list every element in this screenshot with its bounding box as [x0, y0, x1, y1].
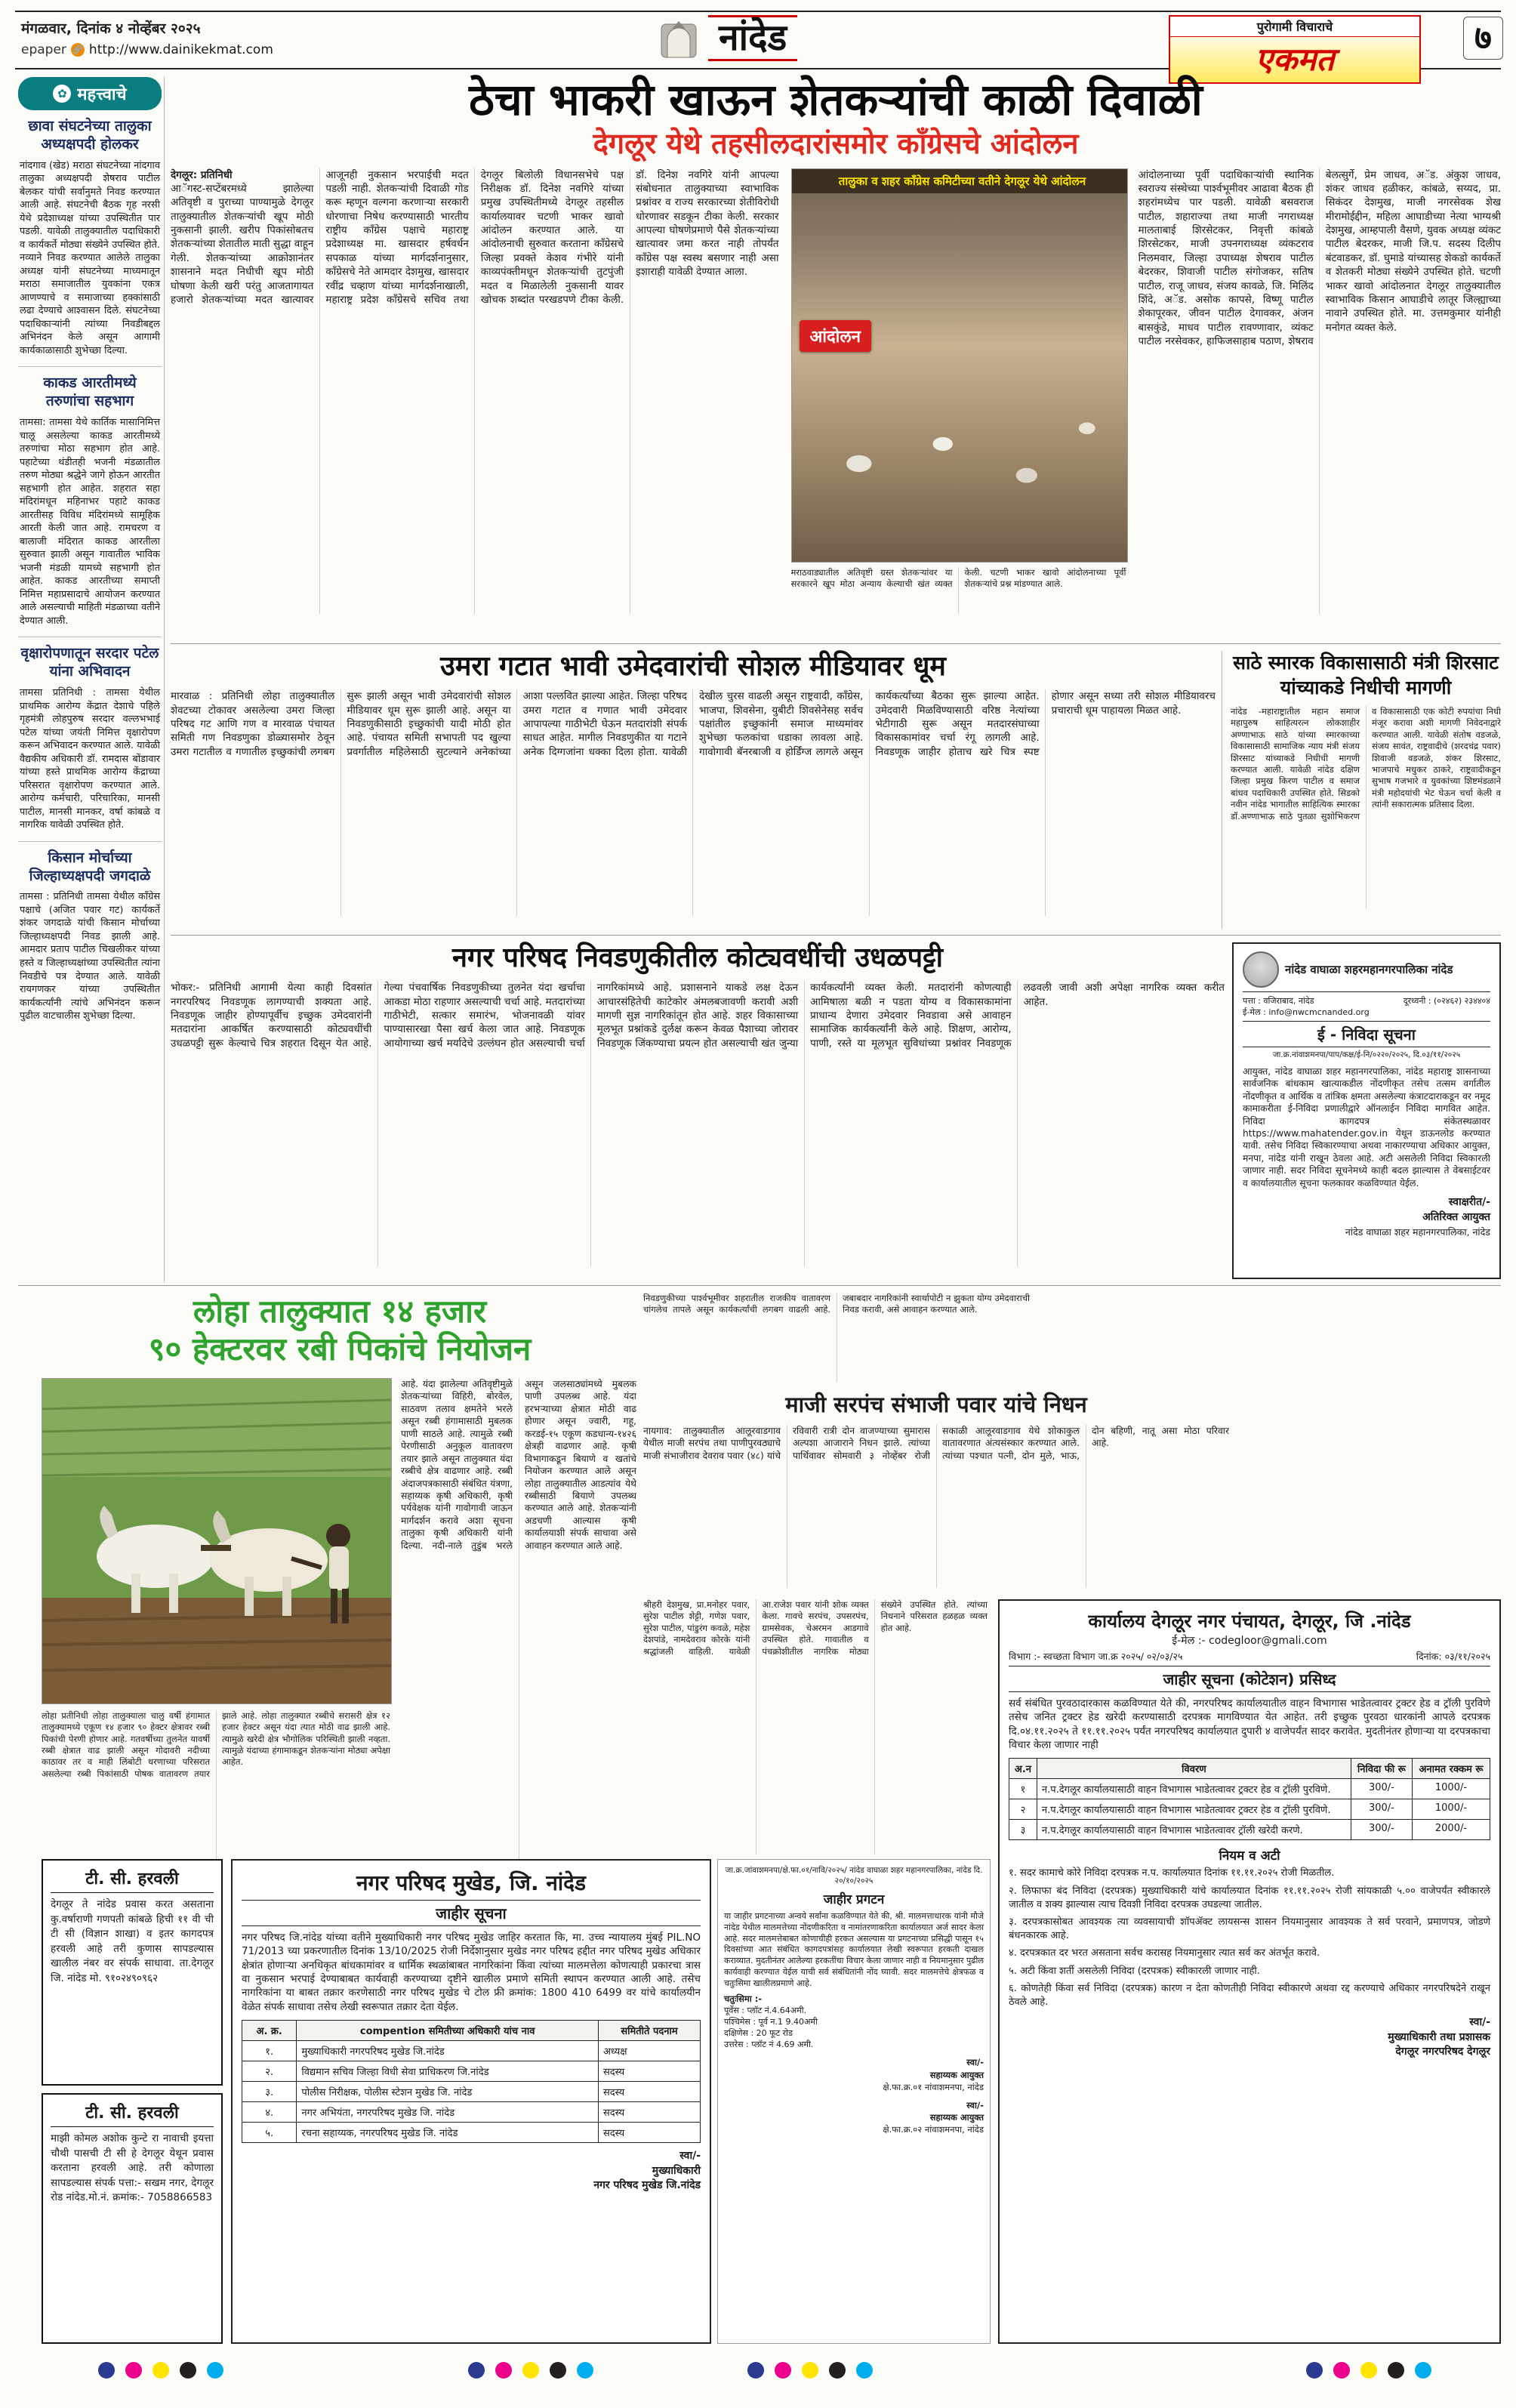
- registration-dot: [802, 2362, 818, 2379]
- cell-officer: मुख्याधिकारी नगरपरिषद मुखेड जि.नांदेड: [297, 2041, 599, 2061]
- sidebar-title: [18, 77, 162, 110]
- sidebar-title-label: महत्त्वाचे: [77, 85, 127, 104]
- registration-dot: [207, 2362, 223, 2379]
- protest-photo: [791, 168, 1128, 563]
- deglur-date: दिनांक: ०३/११/२०२५: [1416, 1651, 1490, 1662]
- cell-fee: 300/-: [1351, 1779, 1412, 1799]
- udhalpatti-headline: नगर परिषद निवडणुकीतील कोट्यवधींची उधळपट्टी: [452, 942, 943, 973]
- nwcmc-header: [1243, 951, 1490, 992]
- masthead-logo-icon: [657, 17, 701, 60]
- brand-box: [1169, 15, 1421, 84]
- registration-dot: [180, 2362, 196, 2379]
- dot-group: [1306, 2362, 1442, 2382]
- col-header: अ.न: [1009, 1759, 1037, 1779]
- masthead-title: नांदेड: [708, 15, 797, 61]
- cell-description: न.प.देगलूर कार्यालयासाठी वाहन विभागास भाडेतत्वावर ट्रक्टर हेड व ट्रॉली पुरविणे.: [1037, 1799, 1351, 1820]
- chatursima-east: पूर्वेस : प्लॉट नं.4.64अमी.: [724, 2006, 807, 2016]
- loha-body-block: [401, 1378, 636, 1926]
- chatursima-west: पश्चिमेस : पूर्व न.1 9.40अमी: [724, 2017, 818, 2027]
- sign-line: सहाय्यक आयुक्त: [929, 2069, 984, 2080]
- cell-fee: 300/-: [1351, 1799, 1412, 1820]
- nwcmc-contact: [1243, 995, 1490, 1007]
- section-rule: [171, 935, 1501, 936]
- brief-body: तामसा: तामसा येथे कार्तिक मासानिमित्त चालू असलेल्या काकड आरतीमध्ये तरुणांचा मोठा सहभाग होत आहे. पहाटेच्या थंडीतही भजनी मंडळातील तरुण मोठ्या श्रद्धेने जागे होऊन आरतीत सहभागी होत आहेत. शहरात सहा मंदिरांमधून महिनाभर पहाटे काकड आरतीसह विविध मंदिरांमध्ये सामूहिक आरती केली जात आहे. रामचरण व बालाजी मंदिरात काकड आरतीला सुरुवात झाली असून गावातील भाविक भजनी मंडळी यामध्ये सहभागी होत आहेत. काकड आरतीच्या समाप्ती निमित्त महाप्रसादाचे आयोजन करण्यात आले असल्याची माहिती मंडळाच्या वतीने देण्यात आली.: [20, 416, 160, 627]
- nwcmc-address: पत्ता : वजिराबाद, नांदेड: [1243, 996, 1314, 1006]
- section-rule: [18, 1285, 1501, 1286]
- deglur-tender-notice: [998, 1599, 1501, 2344]
- sign-line: स्वा/-: [966, 2099, 984, 2110]
- section-rule: [171, 643, 1501, 644]
- cell-deposit: 1000/-: [1412, 1799, 1490, 1820]
- registration-dot: [1388, 2362, 1404, 2379]
- dot-group: [98, 2362, 234, 2382]
- cell-description: न.प.देगलूर कार्यालयासाठी वाहन विभागास भाडेतत्वावर ट्रक्टर हेड व ट्रॉली पुरविणे.: [1037, 1779, 1351, 1799]
- cell-serial: २: [1009, 1799, 1037, 1820]
- col-header: अनामत रक्कम रू: [1412, 1759, 1490, 1779]
- classified-ad: [42, 2093, 223, 2344]
- legal-title: जाहीर प्रगटन: [823, 1892, 885, 1908]
- table-row: [1009, 1820, 1490, 1840]
- loha-caption: लोहा प्रतीनिधी लोहा तालुक्याला चालु वर्षी हंगामात तालुक्यामध्ये एकूण १४ हजार ९० हेक्टर क्षेत्रावर रब्बी पिकांची पेरणी होणार आहे. गतवर्षीच्या तुलनेत यावर्षी रब्बी क्षेत्रात वाढ झाली असून गोदावरी नदीच्या काठावर तर व माही लिंबोटी धरणाच्या परिसरात असलेल्या रब्बी पिकांसाठी पोषक वातावरण तयार झाले आहे. लोहा तालुक्यात रब्बीचे सरासरी क्षेत्र १२ हजार हेक्टर असून यंदा त्यात मोठी वाढ झाली आहे. त्यामुळे खरेदी क्षेत्र भौगोलिक परिस्थिती झाली नव्हता. त्यामुळे यंदाच्या हंगामाकडून शेतकऱ्यांना मोठ्या अपेक्षा आहेत.: [42, 1710, 390, 1779]
- rule-item: १. सदर कामाचे कोरे निविदा दरपत्रक न.प. कार्यालयात दिनांक ११.११.२०२५ रोजी मिळतील.: [1009, 1867, 1335, 1879]
- sathe-body: नांदेड -महाराष्ट्रातील महान समाज महापुरुष साहित्यरत्न लोकशाहीर अण्णाभाऊ साठे यांच्या स्मारकाच्या विकासासाठी सामाजिक न्याय मंत्री संजय शिरसाट यांच्याकडे निधीची मागणी करण्यात आली. यावेळी नांदेड दक्षिण जिल्हा प्रमुख किरण पाटील व समाज बांधव पदाधिकारी उपस्थित होते. सिडको नवीन नांदेड भागातील साहित्यिक स्मारका डॉ.अण्णाभाऊ साठे पुतळा सुशोभिकरण व विकासासाठी एक कोटी रुपयांचा निधी मंजूर करावा अशी मागणी निवेदनाद्वारे करण्यात आली. यावेळी संतोष वडजळे, संजय सावंत, राष्ट्रवादीचे (शरदचंद्र पवार) शिवाजी वडजळे, शंकर शिरसाट, भाजपाचे मधुकर ठाकरे, राष्ट्रवादीकडून सुभाष गजभारे व युवकांच्या शिष्टमंडळाने मंत्री महोदयांची भेट घेऊन चर्चा केली व त्यांनी सकारात्मक प्रतिसाद दिला.: [1231, 706, 1501, 822]
- nidhan-article: [643, 1293, 1229, 1593]
- cell-officer: पोलीस निरीक्षक, पोलीस स्टेशन मुखेड जि. नांदेड: [297, 2082, 599, 2102]
- loha-headline: [42, 1293, 638, 1369]
- brief-body: नांदगाव (खेड) मराठा संघटनेच्या नांदगाव तालुका अध्यक्षपदी शेषराव पाटील बेलकर यांची सर्वानुमते निवड करण्यात आली आहे. संघटनेची बैठक गृह नरसी येथे प्रदेशाध्यक्ष यांच्या उपस्थितीत पार पडली. यावेळी तालुक्यातील पदाधिकारी व कार्यकर्ते मोठ्या संख्येने उपस्थित होते. नव्याने निवड करण्यात आलेले तालुका अध्यक्ष यांनी संघटनेच्या माध्यमातून मराठा समाजातील युवकांना एकत्र आणण्याचे व समाजाच्या हक्कांसाठी लढा देण्याचे आश्वासन दिले. संघटनेच्या पदाधिकाऱ्यांनी त्यांच्या निवडीबद्दल अभिनंदन केले असून आगामी कार्यकाळासाठी शुभेच्छा दिल्या.: [20, 159, 160, 356]
- deglur-dept-line: विभाग :- स्वच्छता विभाग जा.क्र २०२५/ ०२/०३/२५: [1009, 1651, 1183, 1662]
- page-number: ७: [1463, 17, 1503, 60]
- table-row: [1009, 1799, 1490, 1820]
- cell-serial: ५.: [242, 2123, 297, 2143]
- registration-dot: [577, 2362, 593, 2379]
- loha-headline-line1: लोहा तालुक्यात १४ हजार: [193, 1293, 487, 1330]
- deglur-title: कार्यालय देगलूर नगर पंचायत, देगलूर, जि .नांदेड: [1088, 1611, 1411, 1632]
- legal-notice: [717, 1859, 991, 2344]
- col-header: अ. क्र.: [242, 2021, 297, 2041]
- nwcmc-sign: [1243, 1195, 1490, 1238]
- sidebar-brief: [18, 110, 162, 367]
- loha-photo-block: [42, 1378, 390, 1926]
- registration-dot: [1333, 2362, 1350, 2379]
- sathe-article: [1231, 651, 1501, 929]
- nwcmc-title: नांदेड वाघाळा शहरमहानगरपालिका नांदेड: [1285, 962, 1453, 976]
- col-header: समितीते पदनाम: [598, 2021, 700, 2041]
- loha-headline-line2: ९० हेक्टरवर रबी पिकांचे नियोजन: [148, 1330, 532, 1368]
- leaf-icon: ✿: [53, 85, 71, 103]
- sign-line: स्वा/-: [679, 2150, 701, 2163]
- registration-dot: [153, 2362, 169, 2379]
- sathe-headline: साठे स्मारक विकासासाठी मंत्री शिरसाट यांच्याकडे निधीची मागणी: [1233, 652, 1499, 698]
- nidhan-headline: माजी सरपंच संभाजी पवार यांचे निधन: [785, 1392, 1087, 1417]
- rules-title: नियम व अटी: [1219, 1848, 1280, 1864]
- nidhan-body: नायगाव: तालुक्यातील आलूरवाडगाव येथील माजी सरपंच तथा पाणीपुरवठ्याचे माजी संभाजीराव देवराव पवार (४८) यांचे रविवारी रात्री दोन वाजण्याच्या सुमारास अल्पशा आजाराने निधन झाले. त्यांच्या पार्थिवावर सोमवारी ३ नोव्हेंबर रोजी सकाळी आलूरवाडगाव येथे शोकाकुल वातावरणात अंत्यसंस्कार करण्यात आले. त्यांच्या पश्चात पत्नी, दोन मुले, भाऊ, दोन बहिणी, नातू असा मोठा परिवार आहे.: [643, 1426, 1229, 1461]
- lead-body-block: [171, 168, 779, 614]
- col-header: निविदा फी रू: [1351, 1759, 1412, 1779]
- col-header: compention समितीच्या अधिकारी यांच नाव: [297, 2021, 599, 2041]
- cell-role: अध्यक्ष: [598, 2041, 700, 2061]
- nidhan-continued: [643, 1599, 988, 1855]
- municipality-seal-icon: [1243, 951, 1279, 988]
- mukhed-sign: [242, 2149, 701, 2194]
- epaper-row: [21, 42, 273, 57]
- mukhed-subtitle: जाहीर सूचना: [242, 1900, 701, 1926]
- nwcmc-notice: [1232, 942, 1501, 1279]
- cell-deposit: 2000/-: [1412, 1820, 1490, 1840]
- cell-fee: 300/-: [1351, 1820, 1412, 1840]
- sidebar-brief: [18, 367, 162, 637]
- mukhed-notice: [231, 1859, 711, 2344]
- umra-article: [171, 651, 1216, 929]
- legal-ref: जा.क्र.जांवाशमनपा/क्षे.फा.०१/नावि/२०२५/ नांदेड वाघाळा शहर महानगरपालिका, नांदेड दि. २०/१०/२०२५: [725, 1866, 983, 1885]
- lead-dateline: देगलूर: प्रतिनिधी: [171, 168, 233, 181]
- cell-serial: २.: [242, 2061, 297, 2082]
- rule-item: ४. दरपत्रकात दर भरत असताना सर्वच करासह नियमानुसार त्यात सर्व कर अंतर्भूत करावे.: [1009, 1947, 1320, 1959]
- mukhed-title: नगर परिषद मुखेड, जि. नांदेड: [356, 1870, 586, 1895]
- lead-headline: ठेचा भाकरी खाऊन शेतकऱ्यांची काळी दिवाळी: [469, 74, 1203, 125]
- brand-name: एकमत: [1170, 37, 1419, 82]
- classified-title: टी. सी. हरवली: [51, 2101, 214, 2127]
- registration-dot: [747, 2362, 764, 2379]
- sidebar-brief: [18, 842, 162, 1032]
- loha-body: आहे. यंदा झालेल्या अतिवृष्टीमुळे शेतकऱ्यांच्या विहिरी, बोरवेल, साठवण तलाव क्षमतेने भरले असून रब्बी हंगामासाठी मुबलक पाणी साठले आहे. त्यामुळे रब्बी पेरणीसाठी अनुकूल वातावरण तयार झाले असून तालुक्यात यंदा रब्बीचे क्षेत्र वाढणार आहे. रब्बी अंदाजपत्रकासाठी संबंधित यंत्रणा, सहाय्यक कृषी अधिकारी, कृषी पर्यवेक्षक यांनी गावोगावी जाऊन मार्गदर्शन करावे अशा सूचना तालुका कृषी अधिकारी यांनी दिल्या. नदी-नाले तुडुंब भरले असून जलसाठ्यांमध्ये मुबलक पाणी उपलब्ध आहे. यंदा हरभऱ्याच्या क्षेत्रात मोठी वाढ होणार असून ज्वारी, गहू, करडई-१५ एकूण कडधान्य-१४२६ क्षेत्रही वाढणार आहे. कृषी विभागाकडून बियाणे व खतांचे नियोजन करण्यात आले असून लोहा तालुक्यातील आडत्यांव येथे रब्बीसाठी बियाणे उपलब्ध करण्यात आले आहे. शेतकऱ्यांनी अडचणी आल्यास कृषी कार्यालयाशी संपर्क साधावा असे आवाहन करण्यात आले आहे.: [401, 1378, 636, 1551]
- cell-officer: रचना सहाय्यक, नगरपरिषद मुखेड जि. नांदेड: [297, 2123, 599, 2143]
- legal-body: या जाहीर प्रगटनाच्या अन्वये सर्वांना कळविण्यात येते की, श्री. मालमत्ताधारक यांनी मौजे नांदेड येथील मालमत्तेच्या नोंदणीकरिता व नामांतरणाकरिता कार्यालयात अर्ज सादर केला आहे. सदर मालमत्तेबाबत कोणाचीही हरकत असल्यास या प्रगटनाच्या प्रसिद्धी पासून १५ दिवसांच्या आत संबंधित कागदपत्रांसह कार्यालयात लेखी स्वरूपात हरकती दाखल कराव्यात. मुदतीनंतर आलेल्या हरकतींचा विचार केला जाणार नाही व नियमानुसार पुढील कार्यवाही करण्यात येईल याची सर्व संबंधितांनी नोंद घ्यावी. सदर मालमत्तेचे क्षेत्रफळ व चतुःसिमा खालीलप्रमाणे आहे.: [724, 1911, 984, 1988]
- table-row: [242, 2102, 701, 2123]
- table-row: [242, 2082, 701, 2102]
- cell-role: सदस्य: [598, 2082, 700, 2102]
- lead-article: [171, 76, 1501, 636]
- cell-role: सदस्य: [598, 2102, 700, 2123]
- registration-dot: [550, 2362, 566, 2379]
- registration-dot: [856, 2362, 873, 2379]
- cell-description: न.प.देगलूर कार्यालयासाठी वाहन विभागास भाडेतत्वावर ट्रॉली खरेदी करणे.: [1037, 1820, 1351, 1840]
- udhalpatti-body-cont: निवडणुकीच्या पार्श्वभूमीवर शहरातील राजकीय वातावरण चांगलेच तापले असून कार्यकर्त्यांची लगबग वाढली आहे. जबाबदार नागरिकांनी स्वार्थापोटी न झुकता योग्य उमेदवाराची निवड करावी, असे आवाहन करण्यात आले.: [643, 1293, 1030, 1315]
- brief-headline: किसान मोर्चाच्या जिल्हाध्यक्षपदी जगदाळे: [29, 849, 151, 884]
- chatursima-south: दक्षिणेस : 20 फूट रोड: [724, 2028, 793, 2039]
- table-row: [242, 2123, 701, 2143]
- brief-body: तामसा : प्रतिनिधी तामसा येथील काँग्रेस पक्षाचे (अजित पवार गट) कार्यकर्ते शंकर जगदाळे यांची किसान मोर्चाच्या जिल्हाध्यक्षपदी निवड झाली आहे. आमदार प्रताप पाटील चिखलीकर यांच्या हस्ते व जिल्हाध्यक्षांच्या उपस्थितीत त्यांना निवडीचे पत्र देण्यात आले. यावेळी रायगणकर यांच्या उपस्थितीत कार्यकर्त्यांनी त्यांचे अभिनंदन करून पुढील वाटचालीस शुभेच्छा दिल्या.: [20, 891, 160, 1022]
- lead-body: आॅगस्ट-सप्टेंबरमध्ये झालेल्या अतिवृष्टी व पुराच्या पाण्यामुळे देगलूर तालुक्यातील शेतकऱ्यांची खूप मोठी नुकसानी झाली. खरीप पिकांसोबतच शेतकऱ्यांच्या शेतातील माती सुद्धा वाहून गेली. शेतकऱ्यांच्या आक्रोशानंतर शासनाने मदत निधीची खूप मोठी घोषणा केली खरी परंतु आजतागायत हजारो शेतकऱ्यांच्या मदत खात्यावर आजूनही नुकसान भरपाईची मदत पडली नाही. शेतकऱ्यांची दिवाळी गोड करू म्हणून वल्गना करणाऱ्या सरकारी धोरणाचा निषेध करण्यासाठी भारतीय राष्ट्रीय काँग्रेस पक्षाचे महाराष्ट्र प्रदेशाध्यक्ष मा. खासदार हर्षवर्धन सपकाळ यांच्या मार्गदर्शनानुसार, काँग्रेसचे नेते आमदार देशमुख, खासदार रवींद्र चव्हाण यांच्या मार्गदर्शनाखाली, महाराष्ट्र प्रदेश काँग्रेसचे सचिव तथा देगलूर बिलोली विधानसभेचे पक्ष निरीक्षक डॉ. दिनेश नवगिरे यांच्या प्रमुख उपस्थितीमध्ये देगलूर तहसील कार्यालयावर चटणी भाकर खावो आंदोलन करण्यात आले. या आंदोलनाची सुरुवात करताना काँग्रेसचे जिल्हा प्रवक्ते केशव गंभीरे यांनी काव्यपंक्तीमधून शेतकऱ्यांची तुटपुंजी मदत व मिळालेली नुकसानी यावर खोचक शब्दांत परखडपणे टीका केली. डॉ. दिनेश नवगिरे यांनी आपल्या संबोधनात तालुक्याच्या स्वाभाविक प्रश्नांवर व राज्य सरकारच्या शेतीविरोधी धोरणावर सडकून टीका केली. सरकार आपल्या घोषणेप्रमाणे पैसे शेतकऱ्यांच्या खात्यावर जमा करत नाही तोपर्यंत काँग्रेस पक्ष स्वस्थ बसणार नाही असा इशाराही यावेळी देण्यात आला.: [171, 168, 779, 306]
- registration-dot: [522, 2362, 539, 2379]
- table-header-row: [242, 2021, 701, 2041]
- brief-headline: छावा संघटनेच्या तालुका अध्यक्षपदी होलकर: [28, 118, 152, 153]
- chatursima-title: चतुःसिमा :-: [724, 1993, 763, 2005]
- epaper-label: epaper: [21, 42, 66, 57]
- mukhed-committee-table: [242, 2020, 701, 2143]
- sidebar-divider: [164, 77, 165, 1282]
- lead-names: आंदोलनाच्या पूर्वी पदाधिकाऱ्यांची स्थानिक स्वराज्य संस्थेच्या पार्श्वभूमीवर आढावा बैठक ही शहरांमध्येच पार पडली. यावेळी बसवराज पाटील, शहाराज्या तथा माजी नगराध्यक्ष मालताबाई शिरसेटकर, निवृत्ती कांबळे शिरसेटकर, माजी उपनगराध्यक्ष व्यंकटराव निलमवार, जिल्हा उपाध्यक्ष शेषराव पाटील बेदरकर, शिवाजी पाटील संगोजकर, सतिष पाटील, राजू जाधव, संजय कावळे, जि. मिलिंद शिंदे, अॅड. असोक कापसे, विष्णू पाटील शेकापूरकर, जीवन पाटील देगावकर, अंजन बासकुंडे, माधव पाटील रावण्णावार, व्यंकट पाटील नरसेवकर, हाफिजसाहाब पठाण, शेषराव बेलत्सुर्गे, प्रेम जाधव, अॅड. अंकुश जाधव, शंकर जाधव हळीकर, कांबळे, सय्यद, प्रा. सिकंदर देशमुख, माजी नगरसेवक शेख मीरामोईद्दीन, महिला आघाडीच्या नेत्या भाग्यश्री देशमुख, आम्हपाली वैसणे, युवक अध्यक्ष व्यंकट पाटील बेदरकर, माजी जि.प. सदस्य दिलीप बंटवाडकर, डॉ. घुमाडे यांच्यासह शेकडो कार्यकर्ते व शेतकरी मोठ्या संख्येने उपस्थित होते. चटणी भाकर खावो आंदोलनात देगलूर तालुक्यातील स्वाभाविक किसान आघाडीचे लातूर जिल्ह्याच्या नावाने उपस्थित होते. मा. उत्तमकुमार यांनीही मनोगत व्यक्त केले.: [1138, 168, 1501, 347]
- loha-article: [42, 1293, 638, 1851]
- sign-line: क्षे.फा.क्र.०२ नांवाशमनपा, नांदेड: [883, 2123, 984, 2135]
- dot-group: [468, 2362, 604, 2382]
- lead-body-cont: मराठवाड्यातील अतिवृष्टी ग्रस्त शेतकऱ्यांवर या सरकारने खूप मोठा अन्याय केल्याची खंत व्यक्त केली. चटणी भाकर खावो आंदोलनाच्या पूर्वी शेतकऱ्यांचे प्रश्न मांडण्यात आले.: [790, 566, 1126, 590]
- legal-sign-a: [724, 2056, 984, 2092]
- epaper-url[interactable]: http://www.dainikekmat.com: [88, 42, 273, 57]
- rules-list: [1009, 1867, 1490, 2009]
- sign-line: नांदेड वाघाळा शहर महानगरपालिका, नांदेड: [1345, 1226, 1490, 1238]
- registration-dot: [829, 2362, 846, 2379]
- sidebar: [18, 77, 162, 1282]
- cell-officer: विद्यमान सचिव जिल्हा विधी सेवा प्राधिकरण जि.नांदेड: [297, 2061, 599, 2082]
- rule-item: ६. कोणतेही किंवा सर्व निविदा (दरपत्रक) कारण न देता कोणतीही निविदा स्वीकारणे अथवा रद्द करण्याचे अधिकार नगरपरिषदेने राखून ठेवले आहे.: [1009, 1982, 1490, 2008]
- deglur-notice-title: जाहीर सूचना (कोटेशन) प्रसिध्द: [1009, 1666, 1490, 1692]
- chatursima-north: उत्तरेस : प्लॉट नं 4.69 अमी.: [724, 2040, 814, 2050]
- cell-role: सदस्य: [598, 2123, 700, 2143]
- registration-dot: [775, 2362, 791, 2379]
- link-icon: 🔗: [71, 43, 85, 57]
- legal-sign-b: [724, 2099, 984, 2135]
- rule-item: ५. अटी किंवा शर्ती असलेली निविदा (दरपत्रक) स्वीकारली जाणार नाही.: [1009, 1965, 1260, 1977]
- classified-body: माझी कोमल अशोक कुन्टे रा नावाची इयत्ता चौथी पासची टी सी हे देगलूर येथून प्रवास करताना हरवली आहे. तरी कोणाला सापडल्यास संपर्क पत्ता:- सखम नगर, देगलूर रोड नांदेड.मो.नं. क्रमांक:- 7058866583: [51, 2132, 214, 2204]
- registration-dot: [125, 2362, 142, 2379]
- dot-group: [747, 2362, 883, 2382]
- nwcmc-notice-title: ई - निविदा सूचना: [1243, 1021, 1490, 1047]
- rule-item: २. लिफाफा बंद निविदा (दरपत्रक) मुख्याधिकारी यांचे कार्यालयात दिनांक ११.११.२०२५ रोजी सांयकाळी ५.०० वाजेपर्यंत स्वीकारले जातील व शक्य झाल्यास त्याच दिवशी निविदा दरपत्रक उघडल्या जातील.: [1009, 1885, 1490, 1910]
- brand-tagline: पुरोगामी विचाराचे: [1170, 17, 1419, 37]
- umra-headline: उमरा गटात भावी उमेदवारांची सोशल मीडियावर धूम: [440, 651, 946, 682]
- classified-title: टी. सी. हरवली: [51, 1867, 214, 1893]
- date-line: मंगळवार, दिनांक ४ नोव्हेंबर २०२५: [21, 20, 201, 37]
- cell-serial: १: [1009, 1779, 1037, 1799]
- cell-deposit: 1000/-: [1412, 1779, 1490, 1799]
- photo-tag-andolan: आंदोलन: [800, 320, 871, 352]
- cell-role: सदस्य: [598, 2061, 700, 2082]
- mukhed-body: नगर परिषद जि.नांदेड यांच्या वतीने मुख्याधिकारी नगर परिषद मुखेड जाहिर करतात कि, मा. उच्च न्यायालय मुंबई PIL.NO 71/2013 च्या प्रकरणातील दिनांक 13/10/2025 रोजी निर्देशानुसार मुखेड नगर परिषद हद्दीत नगर परिषद मुखेड अधिकार क्षेत्रांत होणाऱ्या अनधिकृत बांधकामांवर व धार्मिक स्थळांबाबत नागरिकांना किंवा त्यांच्या मालमत्तेला कोणत्याही प्रकारचा त्रास वा नुकसान भरपाई देण्याबाबत कार्यवाही करण्याच्या दृष्टीने खालील प्रमाणे समिती स्थापन करण्यात आली आहे. तसेच नागरिकांना या बाबत तक्रार करणेसाठी नगर परिषद मुखेड चे टोल फ्री क्रमांक: 1800 410 6499 वर यांचे कार्यालयीन वेळेत संपर्क साधावा तसेच लेखी स्वरूपात तक्रार देता येईल.: [242, 1932, 701, 2013]
- sign-line: स्वाक्षरीत/-: [1448, 1196, 1490, 1209]
- registration-dot: [1360, 2362, 1377, 2379]
- brief-headline: काकड आरतीमध्ये तरुणांचा सहभाग: [43, 375, 137, 410]
- farmer-plowing-photo: [42, 1378, 392, 1704]
- deglur-sign: [1009, 2015, 1490, 2060]
- registration-dot: [1306, 2362, 1323, 2379]
- cell-serial: ३.: [242, 2082, 297, 2102]
- registration-dot: [98, 2362, 115, 2379]
- deglur-meta: [1009, 1650, 1490, 1663]
- registration-dot: [1415, 2362, 1431, 2379]
- rule-item: ३. दरपत्रकासोबत आवश्यक त्या व्यवसायाची शॉपॲक्ट लायसन्स शासन नियमानुसार आवश्यक ते सर्व परवाने, प्रमाणपत्र, जोडणे बंधनकारक आहे.: [1009, 1916, 1490, 1942]
- table-row: [1009, 1779, 1490, 1799]
- sign-line: स्वा/-: [966, 2057, 984, 2068]
- sign-line: नगर परिषद मुखेड जि.नांदेड: [593, 2179, 701, 2192]
- nidhan-body-cont: श्रीहरी देशमुख, प्रा.मनोहर पवार, सुरेश पाटील शेट्टी, गणेश पवार, सुरेश पाटील, पांडुरंग कवळे, महेश देशपांडे, नामदेवराव कोरके यांनी श्रद्धांजली वाहिली. यावेळी आ.राजेश पवार यांनी शोक व्यक्त केला. गावचे सरपंच, उपसरपंच, ग्रामसेवक, चेअरमन आडगावे उपस्थित होते. गावातील व पंचक्रोशीतील नागरिक मोठ्या संख्येने उपस्थित होते. त्यांच्या निधनाने परिसरात हळहळ व्यक्त होत आहे.: [643, 1599, 988, 1657]
- sign-line: क्षे.फा.क्र.०१ नांवाशमनपा, नांदेड: [883, 2081, 984, 2092]
- cell-serial: ४.: [242, 2102, 297, 2123]
- photo-banner: तालुका व शहर काँग्रेस कमिटीच्या वतीने देगलूर येथे आंदोलन: [792, 169, 1128, 193]
- lead-subheadline: देगलूर येथे तहसीलदारांसमोर काँग्रेसचे आंदोलन: [593, 126, 1079, 160]
- deglur-tender-table: [1009, 1758, 1490, 1840]
- lead-photo-block: [791, 168, 1126, 614]
- classified-ad: [42, 1859, 223, 2086]
- nwcmc-body: आयुक्त, नांदेड वाघाळा शहर महानगरपालिका, नांदेड महाराष्ट्र शासनाच्या सार्वजनिक बांधकाम खात्याकडील नोंदणीकृत तसेच तत्सम वर्गातील नोंदणीकृत व आर्थिक व तांत्रिक क्षमता असलेल्या कंत्राटदाराकडून वर नमूद कामाकरीता ई-निविदा प्रणालीद्वारे ऑनलाईन निविदा मागवित आहेत. निविदा कागदपत्र संकेतस्थळावर https://www.mahatender.gov.in येथून डाऊनलोड करण्यात यावी. तसेच निविदा स्विकारण्याचा अथवा नाकारण्याचा अधिकार आयुक्त, मनपा, नांदेड यांनी राखून ठेवला आहे. अटी असलेली निविदा स्विकारली जाणार नाही. सदर निविदा सूचनेमध्ये काही बदल झाल्यास ते वेबसाईटवर व कार्यालयातील सूचना फलकावर कळविण्यात येईल.: [1243, 1065, 1490, 1189]
- nwcmc-phone: दूरध्वनी : (०२४६२) २३४४०४: [1403, 996, 1490, 1006]
- sign-line: मुख्याधिकारी तथा प्रशासक: [1388, 2030, 1490, 2043]
- lead-names-block: [1139, 168, 1502, 614]
- nwcmc-ref: जा.क्र.नांवाशमनपा/पाप/कक्ष/ई-नि/०२२०/२०२५, दि.०३/११/२०२५: [1272, 1050, 1461, 1059]
- sign-line: मुख्याधिकारी: [652, 2164, 701, 2177]
- sign-line: अतिरिक्त आयुक्त: [1422, 1210, 1490, 1223]
- table-row: [242, 2041, 701, 2061]
- brief-body: तामसा प्रतिनिधी : तामसा येथील प्राथमिक आरोग्य केंद्रात देशाचे पहिले गृहमंत्री लोहपुरुष सरदार वल्लभभाई पटेल यांच्या जयंती निमित्त वृक्षारोपण करून अभिवादन करण्यात आले. यावेळी वैद्यकीय अधिकारी डॉ. रामदास बोंडावार यांच्या हस्ते प्राथमिक आरोग्य केंद्राच्या परिसरात वृक्षारोपण करण्यात आले. आरोग्य कर्मचारी, परिचारिका, मानसी पाटील, मानसी मानकर, वर्षा कांबळे व नागरिक यावेळी उपस्थित होते.: [20, 686, 160, 831]
- registration-dot: [495, 2362, 512, 2379]
- table-header-row: [1009, 1759, 1490, 1779]
- udhalpatti-body: भोकर:- प्रतिनिधी आगामी येत्या काही दिवसांत नगरपरिषद निवडणूक लागण्याची शक्यता आहे. निवडणूक जाहीर होण्यापूर्वीच इच्छुक उमेदवारांनी मतदारांना आकर्षित करण्यासाठी कोट्यवधींची उधळपट्टी सुरू केल्याचे चित्र शहरात दिसून येत आहे. गेल्या पंचवार्षिक निवडणुकीच्या तुलनेत यंदा खर्चाचा आकडा मोठा राहणार असल्याची चर्चा आहे. मतदारांच्या गाठीभेटी, सत्कार समारंभ, भोजनावळी यांवर पाण्यासारखा पैसा खर्च केला जात आहे. निवडणूक आयोगाच्या खर्च मर्यादेचे उल्लंघन होत असल्याची चर्चा नागरिकांमध्ये आहे. प्रशासनाने याकडे लक्ष देऊन आचारसंहितेची काटेकोर अंमलबजावणी करावी अशी मागणी सुज्ञ नागरिकांतून होत आहे. शहर विकासाच्या मूलभूत प्रश्नांकडे दुर्लक्ष करून केवळ पैशाच्या जोरावर निवडणूक जिंकण्याचा प्रयत्न होत असल्याची खंत जुन्या कार्यकर्त्यांनी व्यक्त केली. मतदारांनी कोणत्याही आमिषाला बळी न पडता योग्य व विकासकामांना प्राधान्य देणारा उमेदवार निवडावा असे आवाहन सामाजिक कार्यकर्त्यांनी केले आहे. शिक्षण, आरोग्य, पाणी, रस्ते या मूलभूत सुविधांच्या प्रश्नांवर निवडणूक लढवली जावी अशी अपेक्षा नागरिक व्यक्त करीत आहेत.: [171, 982, 1225, 1050]
- col-header: विवरण: [1037, 1759, 1351, 1779]
- cell-serial: १.: [242, 2041, 297, 2061]
- sidebar-brief: [18, 637, 162, 841]
- deglur-email: ई-मेल :- codegloor@gmali.com: [1172, 1635, 1327, 1647]
- sign-line: सहाय्यक आयुक्त: [929, 2111, 984, 2123]
- sign-line: स्वा/-: [1469, 2016, 1490, 2029]
- umra-body: मारवाळ : प्रतिनिधी लोहा तालुक्यातील शेवटच्या टोकावर असलेल्या उमरा जिल्हा परिषद गट आणि गण व मारवाळ पंचायत समिती गण निवडणुका डोळ्यासमोर ठेवून उमरा गटातील व गणातील इच्छुकांची लगबग सुरू झाली असून भावी उमेदवारांची सोशल मीडियावर धूम सुरू झाली आहे. असून या निवडणुकीसाठी इच्छुकांची यादी मोठी होत आहे. पंचायत समिती सभापती पद खुल्या प्रवर्गातील महिलेसाठी सुटल्याने अनेकांच्या आशा पल्लवित झाल्या आहेत. जिल्हा परिषद उमरा गटात व गणात भावी उमेदवार आपापल्या गाठीभेटी घेऊन मतदारांशी संपर्क साधत आहेत. मागील निवडणुकीत या गटाने अनेक दिग्गजांना धक्का दिला होता. यावेळी देखील चुरस वाढली असून राष्ट्रवादी, काँग्रेस, भाजपा, शिवसेना, युबीटी शिवसेनेसह सर्वच पक्षांतील इच्छुकांनी समाज माध्यमांवर शुभेच्छा फलकांचा धडाका लावला आहे. गावोगावी बॅनरबाजी व होर्डिंग्ज लागले असून कार्यकर्त्यांच्या बैठका सुरू झाल्या आहेत. उमेदवारी मिळविण्यासाठी वरिष्ठ नेत्यांच्या भेटीगाठी सुरू असून मतदारसंघाच्या विकासकामांवर चर्चा रंगू लागली आहे. निवडणूक जाहीर होताच खरे चित्र स्पष्ट होणार असून सध्या तरी सोशल मीडियावरच प्रचाराची धूम पाहायला मिळत आहे.: [171, 690, 1216, 758]
- cell-officer: नगर अभियंता, नगरपरिषद मुखेड जि. नांदेड: [297, 2102, 599, 2123]
- table-row: [242, 2061, 701, 2082]
- brief-headline: वृक्षारोपणातून सरदार पटेल यांना अभिवादन: [20, 645, 159, 680]
- masthead: [657, 15, 797, 61]
- classified-body: देगलूर ते नांदेड प्रवास करत असताना कु.वर्षाराणी गणपती कांबळे हिची ११ वी ची टी सी (विज्ञान शाखा) व इतर कागदपत्र हरवली आहे तरी कुणास सापडल्यास खालील नंबर वर संपर्क साधावा. ता.देगलूर जि. नांदेड मो. ९१०२४९०९६२: [51, 1898, 214, 1984]
- header: [15, 12, 1501, 78]
- nwcmc-email: ई-मेल : info@nwcmcnanded.org: [1243, 1007, 1370, 1017]
- cell-serial: ३: [1009, 1820, 1037, 1840]
- registration-dot: [468, 2362, 485, 2379]
- sign-line: देगलूर नगरपरिषद देगलूर: [1395, 2046, 1490, 2058]
- deglur-body: सर्व संबंधित पुरवठादारकास कळविण्यात येते की, नगरपरिषद कार्यालयातील वाहन विभागास भाडेतत्वावर ट्रक्टर हेड व ट्रॉली पुरविणे तसेच जनित ट्रक्टर हेड खरेदी करण्यासाठी दरपत्रक मागविण्यात येत आहेत. तरी इच्छुक पुरवठा धारकांनी आपले दरपत्रक दि.०४.११.२०२५ ते ११.११.२०२५ पर्यंत नगरपरिषद कार्यालयात दुपारी ४ वाजेपर्यंत सादर करावेत. मुदतीनंतर होणाऱ्या या दरपत्रकाचा विचार केला जाणार नाही: [1009, 1697, 1490, 1752]
- print-registration-marks: [0, 2362, 1516, 2392]
- udhalpatti-article: [171, 942, 1225, 1279]
